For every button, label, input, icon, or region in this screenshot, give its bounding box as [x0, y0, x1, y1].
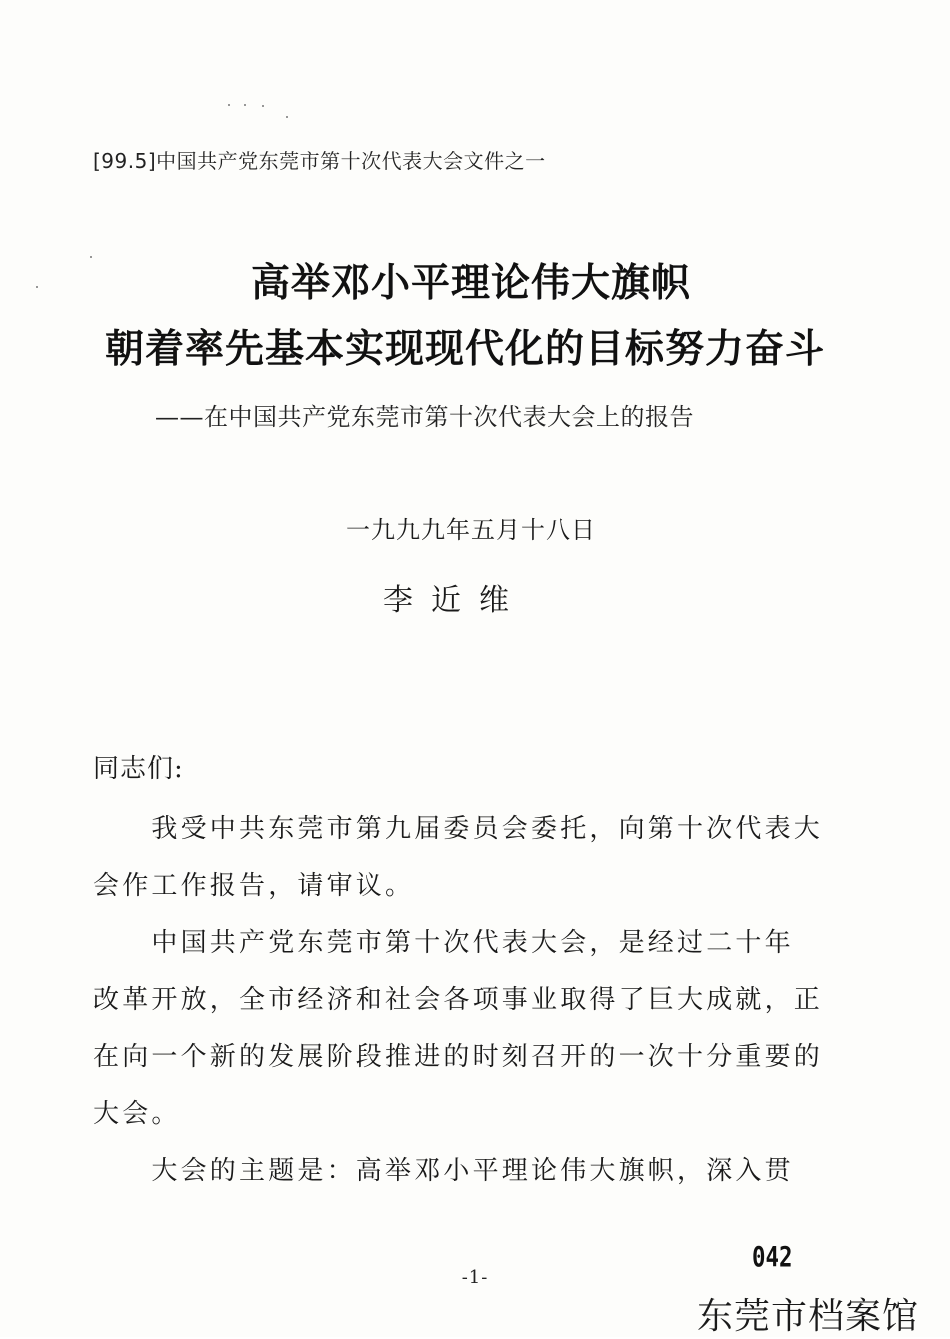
- report-date: 一九九九年五月十八日: [346, 516, 596, 544]
- page-footer-number: -1-: [461, 1267, 489, 1288]
- archive-page-stamp: 042: [752, 1240, 793, 1273]
- report-author: 李近维: [383, 583, 527, 618]
- scan-speck: [228, 104, 230, 106]
- body-line: 我受中共东莞市第九届委员会委托，向第十次代表大: [93, 814, 824, 844]
- body-line: 改革开放，全市经济和社会各项事业取得了巨大成就，正: [93, 985, 824, 1015]
- body-line: 在向一个新的发展阶段推进的时刻召开的一次十分重要的: [93, 1042, 824, 1072]
- body-line: 会作工作报告，请审议。: [93, 871, 415, 901]
- report-title-line-2: 朝着率先基本实现现代化的目标努力奋斗: [104, 327, 825, 372]
- scan-speck: [262, 105, 264, 107]
- salutation: 同志们:: [93, 754, 184, 784]
- report-title-line-1: 高举邓小平理论伟大旗帜: [250, 261, 691, 306]
- scan-speck: [244, 104, 246, 106]
- body-line: 大会的主题是：高举邓小平理论伟大旗帜，深入贯: [93, 1156, 794, 1186]
- scan-speck: [286, 116, 288, 118]
- archive-watermark: 东莞市档案馆: [697, 1296, 920, 1337]
- body-line: 大会。: [93, 1099, 181, 1129]
- report-subtitle: ——在中国共产党东莞市第十次代表大会上的报告: [155, 403, 694, 431]
- body-line: 中国共产党东莞市第十次代表大会，是经过二十年: [93, 928, 794, 958]
- document-header-line: [99.5]中国共产党东莞市第十次代表大会文件之一: [93, 149, 546, 173]
